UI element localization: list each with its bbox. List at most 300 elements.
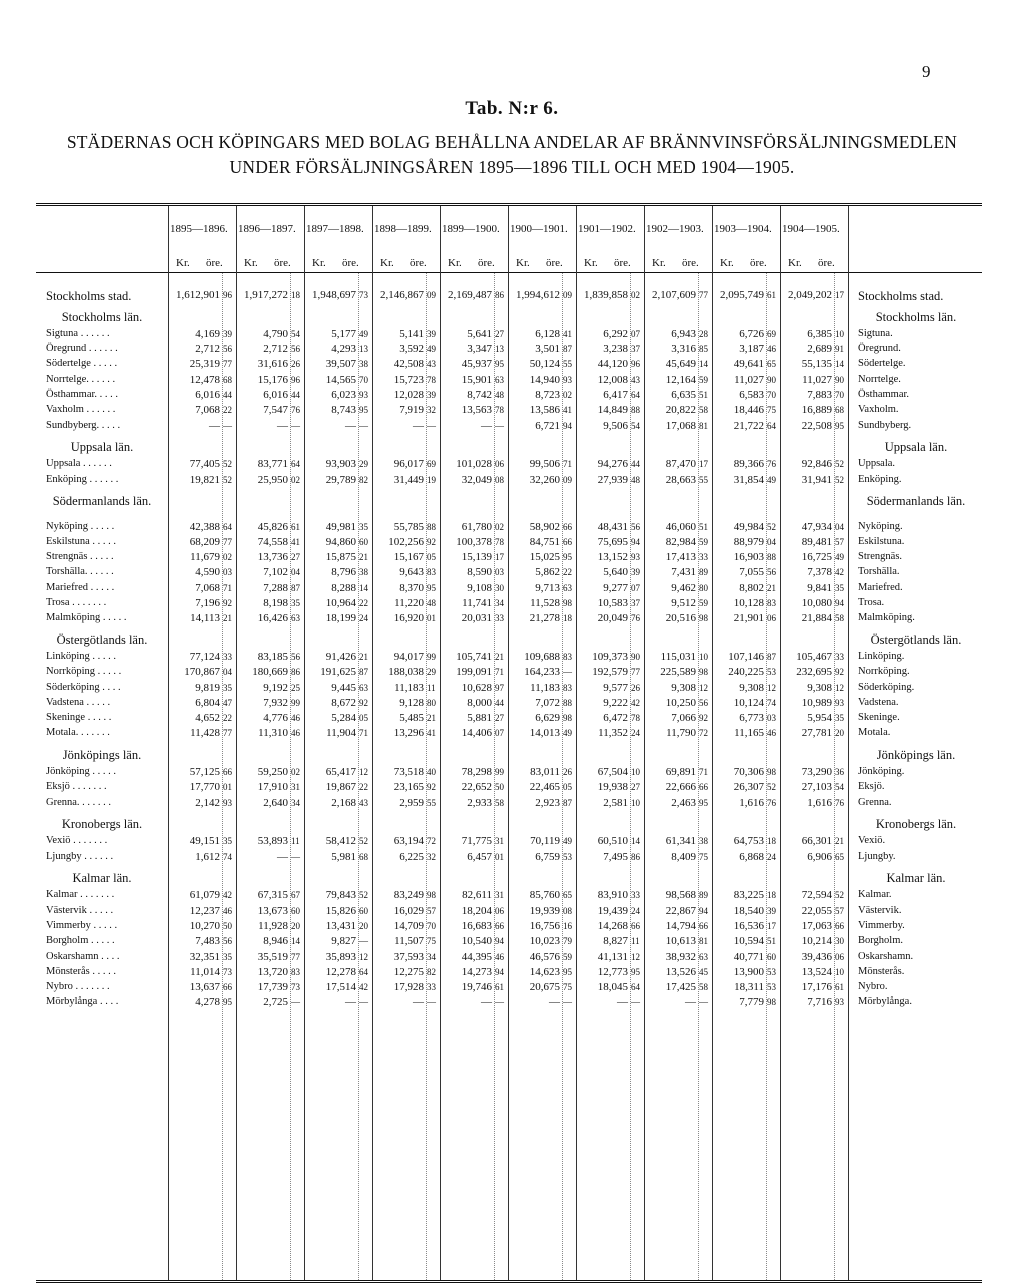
place-name-right: Jönköping. xyxy=(858,766,905,778)
place-name: Borgholm . . . . . xyxy=(46,935,115,947)
ore-value: 17 xyxy=(835,290,844,301)
ore-value: 95 xyxy=(563,966,572,977)
ore-value: 24 xyxy=(631,905,640,916)
ore-value: 46 xyxy=(223,905,232,916)
ore-value: 35 xyxy=(359,521,368,532)
ore-value: — xyxy=(291,997,300,1008)
kr-value: 9,308 xyxy=(671,681,696,694)
ore-value: 66 xyxy=(223,767,232,778)
unit-kr: Kr. xyxy=(176,257,190,269)
ore-value: 95 xyxy=(359,405,368,416)
kr-value: 32,260 xyxy=(529,473,560,486)
kr-value: 32,049 xyxy=(461,473,492,486)
kr-value: 7,716 xyxy=(807,996,832,1009)
kr-value: 14,794 xyxy=(665,919,696,932)
place-name: Mariefred . . . . . xyxy=(46,581,115,593)
ore-value: 57 xyxy=(835,905,844,916)
kr-value: 55,135 xyxy=(801,358,832,371)
ore-value: 78 xyxy=(495,405,504,416)
kr-value: 31,616 xyxy=(257,358,288,371)
ore-value: 71 xyxy=(563,459,572,470)
kr-value: 63,194 xyxy=(393,835,424,848)
kr-value: 7,547 xyxy=(263,404,288,417)
place-name: Mönsterås . . . . . xyxy=(46,965,116,977)
kr-value: 1,612 xyxy=(195,850,220,863)
ore-value: 89 xyxy=(699,567,708,578)
kr-value: 18,311 xyxy=(734,981,764,994)
table-row xyxy=(36,418,982,436)
kr-value: 27,939 xyxy=(597,473,628,486)
ore-value: 52 xyxy=(767,782,776,793)
ore-value: 75 xyxy=(767,405,776,416)
kr-value: 17,413 xyxy=(665,551,696,564)
kr-value: 12,773 xyxy=(597,965,628,978)
kr-value: 13,673 xyxy=(257,904,288,917)
place-name: Vadstena . . . . . xyxy=(46,696,111,708)
ore-value: 51 xyxy=(699,521,708,532)
ore-value: 68 xyxy=(835,405,844,416)
kr-value: 15,139 xyxy=(461,551,492,564)
ore-value: 49 xyxy=(359,328,368,339)
kr-value: 16,920 xyxy=(393,612,424,625)
kr-value: 8,000 xyxy=(467,696,492,709)
kr-value: 10,023 xyxy=(529,935,560,948)
kr-value: 16,029 xyxy=(393,904,424,917)
kr-value: 4,776 xyxy=(263,712,288,725)
kr-value: 17,425 xyxy=(665,981,696,994)
kr-value: 14,273 xyxy=(461,965,492,978)
kr-value: 10,594 xyxy=(733,935,764,948)
ore-value: 49 xyxy=(563,836,572,847)
ore-value: 11 xyxy=(291,836,300,847)
kr-value: 47,934 xyxy=(801,520,832,533)
place-name: Malmköping . . . . . xyxy=(46,612,127,624)
kr-value: 2,142 xyxy=(195,796,220,809)
ore-value: 93 xyxy=(359,389,368,400)
ore-value: 09 xyxy=(563,290,572,301)
ore-value: 93 xyxy=(223,797,232,808)
ore-value: 06 xyxy=(835,951,844,962)
kr-value: 9,577 xyxy=(603,681,628,694)
ore-value: 53 xyxy=(767,667,776,678)
kr-value: 14,406 xyxy=(461,727,492,740)
ore-value: 12 xyxy=(699,682,708,693)
unit-ore: öre. xyxy=(206,257,223,269)
kr-value: 8,672 xyxy=(331,696,356,709)
column-rule xyxy=(236,206,237,1280)
kr-value: 25,950 xyxy=(257,473,288,486)
kr-value: 7,288 xyxy=(263,581,288,594)
ore-value: 95 xyxy=(427,582,436,593)
kr-value: 11,428 xyxy=(190,727,220,740)
ore-value: 11 xyxy=(427,682,436,693)
ore-value: 87 xyxy=(563,797,572,808)
kr-value: 35,519 xyxy=(257,950,288,963)
kr-value: 9,128 xyxy=(399,696,424,709)
ore-value: 49 xyxy=(835,552,844,563)
place-name: Jönköping . . . . . xyxy=(46,766,117,778)
kr-value: — xyxy=(345,996,356,1009)
place-name: Trosa . . . . . . . xyxy=(46,597,107,609)
ore-value: 39 xyxy=(631,567,640,578)
unit-ore: öre. xyxy=(274,257,291,269)
ore-value: 57 xyxy=(427,905,436,916)
kr-value: 48,431 xyxy=(597,520,628,533)
ore-value: 57 xyxy=(835,536,844,547)
kr-value: 83,910 xyxy=(597,889,628,902)
ore-value: 08 xyxy=(495,474,504,485)
place-name: Norrtelge. . . . . . xyxy=(46,373,116,385)
table-title-line-1: STÄDERNAS OCH KÖPINGARS MED BOLAG BEHÅLLNA ANDELAR AF BRÄNNVINSFÖRSÄLJNINGSMEDLEN xyxy=(66,132,958,152)
ore-rule xyxy=(630,273,631,1280)
kr-value: 232,695 xyxy=(796,666,832,679)
ore-value: 07 xyxy=(631,328,640,339)
ore-value: 56 xyxy=(291,651,300,662)
ore-value: 38 xyxy=(359,359,368,370)
ore-value: 63 xyxy=(699,951,708,962)
unit-kr: Kr. xyxy=(788,257,802,269)
ore-value: — xyxy=(223,420,232,431)
kr-value: 7,072 xyxy=(535,696,560,709)
ore-value: 27 xyxy=(631,782,640,793)
ore-value: 88 xyxy=(767,552,776,563)
ore-value: 76 xyxy=(631,613,640,624)
unit-ore: öre. xyxy=(818,257,835,269)
place-name: Ljungby . . . . . . xyxy=(46,850,114,862)
year-header: 1900—1901. xyxy=(510,223,568,235)
kr-value: 89,481 xyxy=(801,535,832,548)
kr-value: 180,669 xyxy=(252,666,288,679)
ore-value: 70 xyxy=(767,389,776,400)
ore-value: 02 xyxy=(631,290,640,301)
kr-value: 9,192 xyxy=(263,681,288,694)
ore-value: 82 xyxy=(427,966,436,977)
ore-value: 37 xyxy=(631,344,640,355)
ore-value: 78 xyxy=(495,536,504,547)
place-name: Kalmar . . . . . . . xyxy=(46,889,115,901)
ore-value: 52 xyxy=(223,474,232,485)
kr-value: 10,124 xyxy=(733,696,764,709)
kr-value: 23,165 xyxy=(393,781,424,794)
place-name: Torshälla. . . . . . xyxy=(46,566,114,578)
kr-value: 7,055 xyxy=(739,566,764,579)
ore-value: 17 xyxy=(699,459,708,470)
ore-value: 66 xyxy=(495,920,504,931)
unit-ore: öre. xyxy=(478,257,495,269)
ore-value: 42 xyxy=(835,567,844,578)
kr-value: 10,270 xyxy=(189,919,220,932)
ore-value: 56 xyxy=(699,697,708,708)
ore-value: 64 xyxy=(359,966,368,977)
column-rule xyxy=(644,206,645,1280)
column-rule xyxy=(712,206,713,1280)
ore-value: 87 xyxy=(359,667,368,678)
table-number: Tab. N:r 6. xyxy=(465,98,559,119)
ore-value: 73 xyxy=(291,982,300,993)
place-name-right: Vaxholm. xyxy=(858,404,899,416)
ore-value: 26 xyxy=(563,767,572,778)
kr-value: 11,183 xyxy=(530,681,560,694)
kr-value: 6,023 xyxy=(331,388,356,401)
kr-value: 9,277 xyxy=(603,581,628,594)
ore-value: 85 xyxy=(699,344,708,355)
ore-value: 46 xyxy=(495,951,504,962)
kr-value: 1,616 xyxy=(807,796,832,809)
unit-ore: öre. xyxy=(750,257,767,269)
kr-value: 49,984 xyxy=(733,520,764,533)
kr-value: 8,723 xyxy=(535,388,560,401)
ore-value: 44 xyxy=(495,697,504,708)
section-name-right: Uppsala län. xyxy=(884,440,948,455)
year-header: 1899—1900. xyxy=(442,223,500,235)
kr-value: 7,883 xyxy=(807,388,832,401)
kr-value: 22,465 xyxy=(529,781,560,794)
ore-value: 92 xyxy=(359,697,368,708)
ore-value: 77 xyxy=(699,290,708,301)
place-name: Enköping . . . . . . xyxy=(46,473,119,485)
section-name: Uppsala län. xyxy=(70,440,134,455)
place-name-right: Sundbyberg. xyxy=(858,419,912,431)
ore-value: 02 xyxy=(495,521,504,532)
ore-value: 48 xyxy=(495,389,504,400)
ore-value: 30 xyxy=(835,936,844,947)
kr-value: 102,256 xyxy=(388,535,424,548)
place-name-right: Linköping. xyxy=(858,650,905,662)
kr-value: 8,946 xyxy=(263,935,288,948)
ore-value: — xyxy=(495,997,504,1008)
ore-value: 12 xyxy=(359,767,368,778)
ore-value: 54 xyxy=(835,782,844,793)
kr-value: 15,167 xyxy=(393,551,424,564)
kr-value: 13,296 xyxy=(393,727,424,740)
ore-value: 37 xyxy=(631,598,640,609)
kr-value: 6,128 xyxy=(535,327,560,340)
kr-value: 83,011 xyxy=(530,766,560,779)
kr-value: 5,177 xyxy=(331,327,356,340)
section-name: Stockholms län. xyxy=(61,309,143,324)
ore-value: 44 xyxy=(291,389,300,400)
kr-value: 100,378 xyxy=(456,535,492,548)
kr-value: 20,822 xyxy=(665,404,696,417)
ore-value: 96 xyxy=(291,374,300,385)
kr-value: 83,185 xyxy=(257,650,288,663)
ore-value: 58 xyxy=(835,613,844,624)
kr-value: 64,753 xyxy=(733,835,764,848)
ore-value: 18 xyxy=(767,890,776,901)
ore-value: 42 xyxy=(223,890,232,901)
ore-value: — xyxy=(563,997,572,1008)
ore-value: 71 xyxy=(495,667,504,678)
ore-value: 43 xyxy=(427,359,436,370)
section-name-right: Östergötlands län. xyxy=(870,632,962,647)
kr-value: 2,959 xyxy=(399,796,424,809)
ore-value: 78 xyxy=(427,374,436,385)
kr-value: 18,045 xyxy=(597,981,628,994)
place-name-right: Uppsala. xyxy=(858,458,896,470)
kr-value: 10,989 xyxy=(801,696,832,709)
kr-value: 6,417 xyxy=(603,388,628,401)
kr-value: 1,839,858 xyxy=(584,289,628,302)
kr-value: 9,841 xyxy=(807,581,832,594)
kr-value: 20,031 xyxy=(461,612,492,625)
kr-value: 46,576 xyxy=(529,950,560,963)
ore-value: 35 xyxy=(835,582,844,593)
kr-value: 53,893 xyxy=(257,835,288,848)
kr-value: 13,152 xyxy=(597,551,628,564)
page-number: 9 xyxy=(922,62,931,81)
ore-value: 09 xyxy=(563,474,572,485)
ore-value: 24 xyxy=(631,728,640,739)
ore-value: 75 xyxy=(427,936,436,947)
ore-value: 98 xyxy=(699,667,708,678)
kr-value: 3,238 xyxy=(603,343,628,356)
ore-value: 30 xyxy=(495,582,504,593)
ore-value: 94 xyxy=(699,905,708,916)
ore-value: 83 xyxy=(563,682,572,693)
ore-value: 35 xyxy=(223,836,232,847)
kr-value: 6,292 xyxy=(603,327,628,340)
place-name-right: Vadstena. xyxy=(858,696,899,708)
ore-value: 96 xyxy=(631,359,640,370)
kr-value: 8,370 xyxy=(399,581,424,594)
ore-value: 64 xyxy=(767,420,776,431)
place-name: Oskarshamn . . . . xyxy=(46,950,120,962)
place-name: Vimmerby . . . . . xyxy=(46,919,118,931)
place-name-right: Eskilstuna. xyxy=(858,535,905,547)
kr-value: 55,785 xyxy=(393,520,424,533)
ore-value: 47 xyxy=(223,697,232,708)
kr-value: 13,526 xyxy=(665,965,696,978)
kr-value: 109,373 xyxy=(592,650,628,663)
kr-value: 15,723 xyxy=(393,373,424,386)
ore-value: 10 xyxy=(699,651,708,662)
ore-value: 04 xyxy=(291,567,300,578)
ore-value: 64 xyxy=(223,521,232,532)
ore-value: 09 xyxy=(427,290,436,301)
table-bottom-rule xyxy=(36,1280,982,1283)
kr-value: 14,565 xyxy=(325,373,356,386)
ore-value: 38 xyxy=(359,567,368,578)
ore-value: 34 xyxy=(495,598,504,609)
kr-value: 6,472 xyxy=(603,712,628,725)
ore-value: 69 xyxy=(767,328,776,339)
ore-value: 43 xyxy=(359,797,368,808)
ore-value: 53 xyxy=(767,982,776,993)
ore-value: 83 xyxy=(291,966,300,977)
kr-value: 49,151 xyxy=(189,835,220,848)
kr-value: 10,964 xyxy=(325,597,356,610)
kr-value: 6,635 xyxy=(671,388,696,401)
kr-value: 240,225 xyxy=(728,666,764,679)
kr-value: 13,720 xyxy=(257,965,288,978)
kr-value: 75,695 xyxy=(597,535,628,548)
kr-value: 20,516 xyxy=(665,612,696,625)
ore-value: 06 xyxy=(495,905,504,916)
ore-value: 60 xyxy=(291,905,300,916)
kr-value: 39,436 xyxy=(801,950,832,963)
ore-value: 31 xyxy=(291,782,300,793)
ore-value: 36 xyxy=(835,767,844,778)
ore-value: 42 xyxy=(359,982,368,993)
kr-value: 9,108 xyxy=(467,581,492,594)
place-name: Nybro . . . . . . . xyxy=(46,981,110,993)
ore-value: 32 xyxy=(427,851,436,862)
place-name: Eksjö . . . . . . . xyxy=(46,781,107,793)
ore-value: 65 xyxy=(767,359,776,370)
kr-value: 16,903 xyxy=(733,551,764,564)
ore-value: 66 xyxy=(699,920,708,931)
ore-value: 41 xyxy=(563,328,572,339)
kr-value: 8,742 xyxy=(467,388,492,401)
kr-value: 13,524 xyxy=(801,965,832,978)
ore-value: 74 xyxy=(223,851,232,862)
ore-value: 17 xyxy=(495,552,504,563)
year-header: 1898—1899. xyxy=(374,223,432,235)
ore-value: 41 xyxy=(291,536,300,547)
kr-value: 94,860 xyxy=(325,535,356,548)
kr-value: 13,637 xyxy=(189,981,220,994)
total-row xyxy=(36,287,982,305)
unit-ore: öre. xyxy=(410,257,427,269)
kr-value: 70,306 xyxy=(733,766,764,779)
ore-value: 17 xyxy=(767,920,776,931)
kr-value: 8,288 xyxy=(331,581,356,594)
kr-value: 6,943 xyxy=(671,327,696,340)
ore-value: 52 xyxy=(835,459,844,470)
unit-kr: Kr. xyxy=(448,257,462,269)
ore-value: 95 xyxy=(495,359,504,370)
ore-value: 79 xyxy=(563,936,572,947)
column-rule xyxy=(440,206,441,1280)
kr-value: 6,721 xyxy=(535,419,560,432)
ore-value: 78 xyxy=(631,713,640,724)
kr-value: 77,405 xyxy=(189,458,220,471)
kr-value: 9,819 xyxy=(195,681,220,694)
kr-value: 170,867 xyxy=(184,666,220,679)
kr-value: 4,169 xyxy=(195,327,220,340)
ore-value: 61 xyxy=(291,521,300,532)
place-name-right: Strengnäs. xyxy=(858,551,903,563)
kr-value: 11,741 xyxy=(462,597,492,610)
ore-value: 04 xyxy=(223,667,232,678)
ore-value: 73 xyxy=(359,290,368,301)
section-name: Kronobergs län. xyxy=(61,817,143,832)
ore-value: 53 xyxy=(563,851,572,862)
kr-value: 1,994,612 xyxy=(516,289,560,302)
kr-value: 12,278 xyxy=(325,965,356,978)
kr-value: 98,568 xyxy=(665,889,696,902)
place-name-right: Öregrund. xyxy=(858,343,901,355)
ore-value: 58 xyxy=(699,405,708,416)
ore-value: 22 xyxy=(359,782,368,793)
ore-value: 71 xyxy=(699,767,708,778)
kr-value: 4,278 xyxy=(195,996,220,1009)
ore-value: 66 xyxy=(699,782,708,793)
unit-kr: Kr. xyxy=(652,257,666,269)
kr-value: 11,928 xyxy=(258,919,288,932)
unit-kr: Kr. xyxy=(380,257,394,269)
ore-value: 94 xyxy=(563,420,572,431)
place-name: Södertelge . . . . . xyxy=(46,358,118,370)
place-name: Västervik . . . . . xyxy=(46,904,114,916)
kr-value: 29,789 xyxy=(325,473,356,486)
place-name-right: Stockholms stad. xyxy=(858,289,944,304)
ore-value: 94 xyxy=(495,936,504,947)
kr-value: 17,068 xyxy=(665,419,696,432)
ore-value: 12 xyxy=(767,682,776,693)
kr-value: 10,250 xyxy=(665,696,696,709)
ore-value: 01 xyxy=(223,782,232,793)
